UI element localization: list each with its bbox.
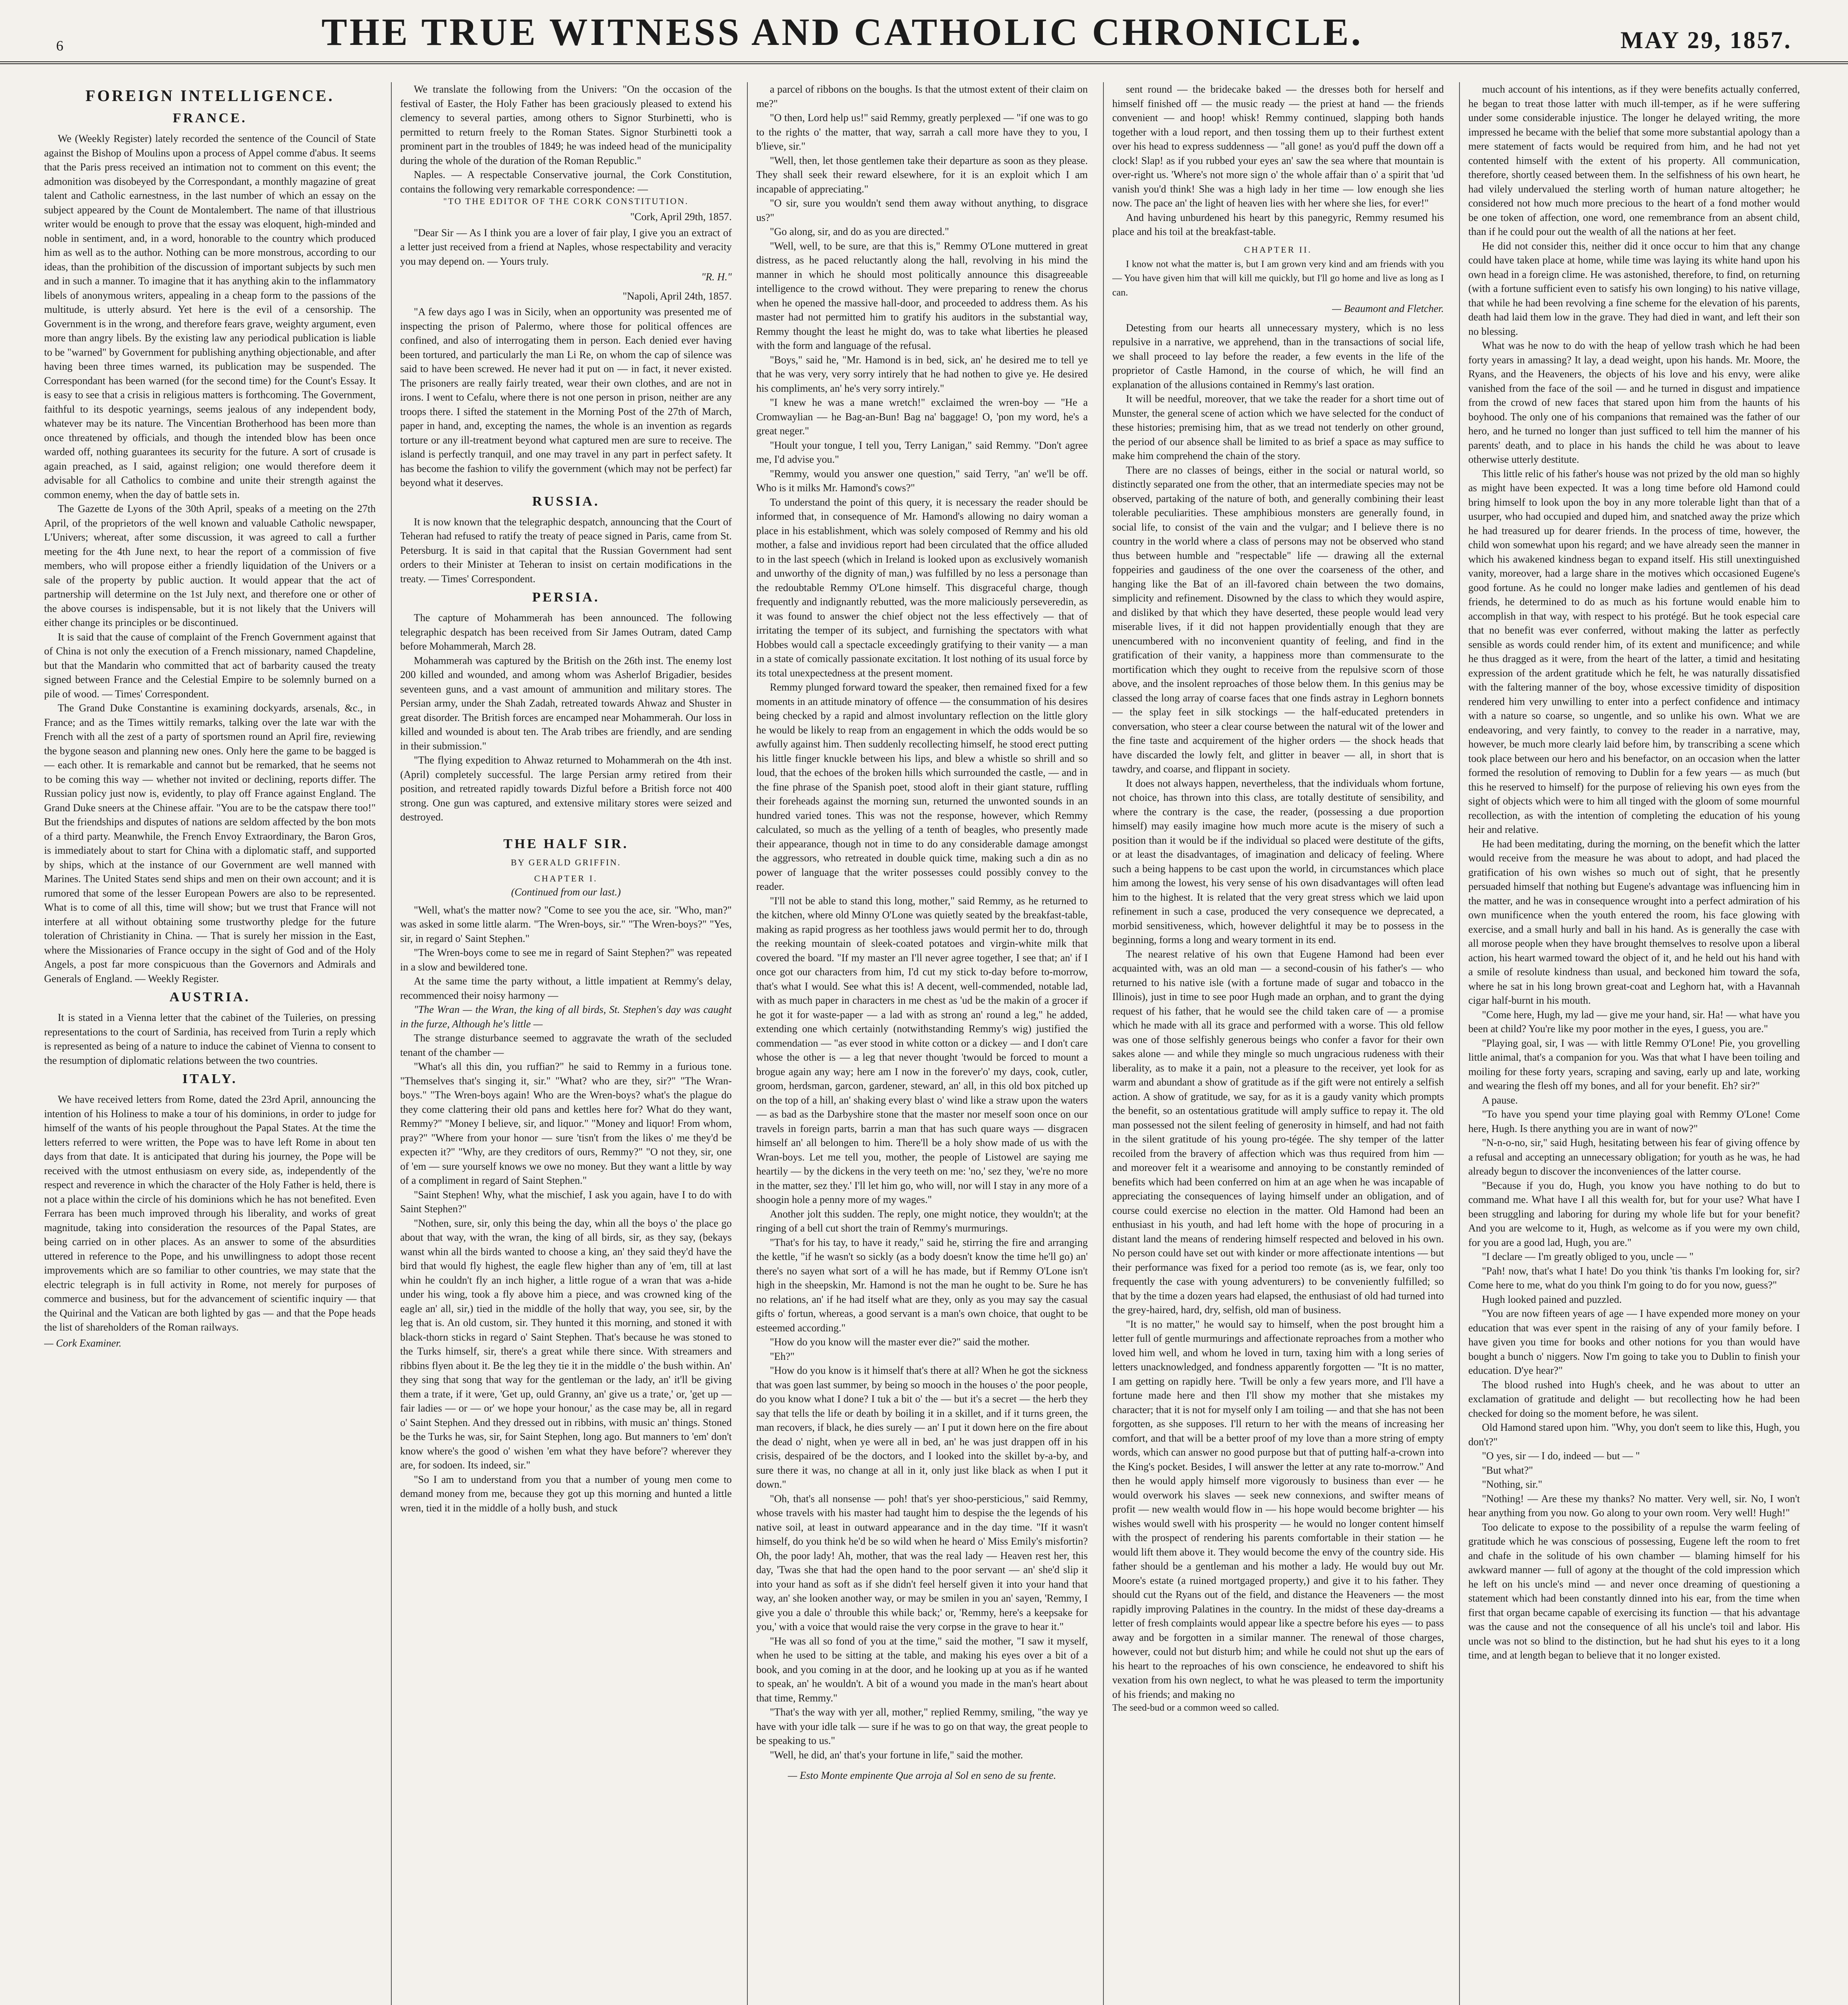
subheading-italy: ITALY. <box>182 1071 238 1086</box>
story-paragraph: Detesting from our hearts all unnecessary mystery, which is no less repulsive in a narrative, we apprehend, than in the transactions of social life, we shall proceed to lay before the reader, a few events in the life of the proprietor of Castle Hamond, in the course of which, he will find an explanation of the allusions contained in Remmy's last oration. <box>1112 322 1444 391</box>
story-paragraph: a parcel of ribbons on the boughs. Is that the utmost extent of their claim on me?" <box>756 83 1088 109</box>
column-5 <box>1468 82 1800 2005</box>
story-paragraph: "But what?" <box>1482 1464 1533 1476</box>
story-paragraph: "That's for his tay, to have it ready," said he, stirring the fire and arranging the kettle, "if he wasn't so sickly (as a body doesn't know the time he'll go) an' there's no sayen what sort of a will he has made, but if Remmy O'Lone isn't high in the sheepskin, Mr. Hamond is not the man he ought to be. Sure he has no relations, an' if he had itself what are they, only as you may say the casual gifts o' fortun, whereas, a good servant is a man's own choice, that ought to be esteemed according." <box>756 1236 1088 1334</box>
footnote: The seed-bud or a common weed so called. <box>1112 1703 1279 1713</box>
story-paragraph: "Hoult your tongue, I tell you, Terry Lanigan," said Remmy. "Don't agree me, I'd advise you." <box>756 439 1088 465</box>
column-rule <box>1459 82 1460 2005</box>
story-paragraph: sent round — the bridecake baked — the dresses both for herself and himself finished off — the music ready — the priest at hand — the friends convenient — and hoop! whisk! Remmy continued, slapping both hands together with a loud report, and then tossing them up to their furthest extent over his head to express suddenness — "all gone! as you'd puff the down off a clock! Slap! as if you rubbed your eyes an' saw the sea where that mountain is over-right us. 'Where's not more sign o' the whole affair than o' a spirit that 'ud vanish you'd think! She was a high lady in her time — low enough she lies now. The pace an' the light of heaven lies with her where she lies, for ever!" <box>1112 83 1444 209</box>
story-paragraph: "The Wren-boys come to see me in regard of Saint Stephen?" was repeated in a slow and bewildered tone. <box>400 947 732 973</box>
story-paragraph: Old Hamond stared upon him. "Why, you don't seem to like this, Hugh, you don't?" <box>1468 1422 1800 1448</box>
story-paragraph: Hugh looked pained and puzzled. <box>1482 1293 1622 1305</box>
story-paragraph: "What's all this din, you ruffian?" he said to Remmy in a furious tone. "Themselves that's singing it, sir." "What? who are they, sir?" "The Wran-boys." "The Wren-boys again! Who are the Wren-boys? what's the plague do they come clattering their old pans and kettles here for? What do they want, Remmy?" "Money I believe, sir, and liquor." "Money and liquor! From whom, pray?" "Where from your honor — sure 'tisn't from the likes o' me they'd be expecten it?" "Why, are they creditors of ours, Remmy?" "O not they, sir, one of 'em — sure yourself knows we owe no money. But they want a little by way of a compliment in regard of Saint Stephen." <box>400 1061 732 1186</box>
story-paragraph: "Pah! now, that's what I hate! Do you think 'tis thanks I'm looking for, sir? Come here to me, what do you think I'm going to do for you now, guess?" <box>1468 1265 1800 1291</box>
story-paragraph: "Well, what's the matter now? "Come to see you the ace, sir. "Who, man?" was asked in some little alarm. "The Wren-boys, sir." "The Wren-boys?" "Yes, sir, in regard o' Saint Stephen." <box>400 904 732 944</box>
article-paragraph: The capture of Mohammerah has been announced. The following telegraphic despatch has been received from Sir James Outram, dated Camp before Mohammerah, March 28. <box>400 612 732 652</box>
story-paragraph: "Come here, Hugh, my lad — give me your hand, sir. Ha! — what have you been at child? You're like my poor mother in the eyes, I guess, you are." <box>1468 1009 1800 1035</box>
article-columns <box>44 82 1800 2005</box>
story-paragraph: "To have you spend your time playing goal with Remmy O'Lone! Come here, Hugh. Is there anything you are in want of now?" <box>1468 1108 1800 1134</box>
story-paragraph: "Well, well, to be sure, are that this is," Remmy O'Lone muttered in great distress, as he paced reluctantly along the hall, revolving in his mind the manner in which he should most politically announce this disagreeable intelligence to the crowd without. They were preparing to renew the chorus when he opened the massive hall-door, and proceeded to address them. As his master had not permitted him to gratify his auditors in the substantial way, Remmy thought the least he might do, was to take what liberties he pleased with the form and language of the refusal. <box>756 240 1088 351</box>
story-paragraph: "How do you know is it himself that's there at all? When he got the sickness that was goen last summer, by being so mooch in the houses o' the poor people, do you know what I done? I tuk a bit o' the — but it's a secret — the herb they say that tells the life or death by boiling it in a skillet, and if it turns green, the man recovers, if black, he dies surely — an' I put it down here on the fire about the dead o' night, when ye were all in bed, an' he was just drappen off in his crisis, despaired of be the doctors, and I looked into the skillet by-a-by, and sure there it was, no change at all in it, only just like black as when I put it down." <box>756 1365 1088 1490</box>
story-paragraph: "O then, Lord help us!" said Remmy, greatly perplexed — "if one was to go to the rights o' the matter, that way, sarrah a call more have they to you, I b'lieve, sir." <box>756 112 1088 152</box>
article-paragraph: The Gazette de Lyons of the 30th April, speaks of a meeting on the 27th April, of the proprietors of the well known and valuable Catholic newspaper, L'Univers; whereat, after some discussion, it was agreed to call a further meeting for the 4th June next, to hear the report of a commission of five members, who will propose either a friendly liquidation of the Univers or a sale of the property by public auction. It would appear that the act of partnership will determine on the 1st July next, and therefore one or other of the above courses is indispensable, but it is not likely that the Univers will either change its principles or be discontinued. <box>44 503 376 628</box>
story-paragraph: Another jolt this sudden. The reply, one might notice, they wouldn't; at the ringing of a bell cut short the train of Remmy's murmurings. <box>756 1208 1088 1234</box>
article-paragraph: We translate the following from the Univers: "On the occasion of the festival of Easter, the Holy Father has been graciously pleased to extend his clemency to several parties, among others to Signor Sturbinetti, who is permitted to return freely to the Roman States. Signor Sturbinetti took a prominent part in the troubles of 1849; he was indeed head of the municipality during the whole of the duration of the Roman Republic." <box>400 83 732 166</box>
column-3 <box>756 82 1088 2005</box>
article-paragraph: It is now known that the telegraphic despatch, announcing that the Court of Teheran had refused to ratify the treaty of peace signed in Paris, came from St. Petersburg. It is said in that capital that the Russian Government had sent orders to their Minister at Teheran to insist on certain modifications in the treaty. — Times' Correspondent. <box>400 516 732 585</box>
story-paragraph: "You are now fifteen years of age — I have expended more money on your education that was ever spent in the raising of any of your family before. I have given you time for books and other notions for you than would have bought a bunch o' niggers. Now I'm going to take you to Dublin to finish your education. D'ye hear?" <box>1468 1308 1800 1376</box>
story-paragraph: "O sir, sure you wouldn't send them away without anything, to disgrace us?" <box>756 197 1088 223</box>
continuation-note: (Continued from our last.) <box>511 886 621 898</box>
source-credit: — Cork Examiner. <box>44 1337 121 1349</box>
section-heading-foreign: FOREIGN INTELLIGENCE. <box>85 87 334 105</box>
story-paragraph: "It is no matter," he would say to himself, when the post brought him a letter full of gentle murmurings and affectionate reproaches from a mother who loved him well, and whom he loved in turn, taxing him with a long series of letters unacknowledged, and fondness apparently forgotten — "It is no matter, I am getting on rapidly here. 'Twill be only a few years more, and I'll have a fortune made here and then I'll show my mother that she mistakes my character; that it is not for myself only I am toiling — and that she has not been forgotten, as she supposes. I'll return to her with the means of increasing her comfort, and that will be a better proof of my love than a more string of empty words, which can answer no good purpose but that of putting half-a-crown into the King's pocket. Besides, I will answer the letter at any rate to-morrow." And then he would apply himself more vigorously to business than ever — he would overwork his slaves — seek new connexions, and swifter means of profit — new wealth would flow in — his hope would become brighter — his wishes would swell with his prosperity — he would no longer content himself with the prospect of rendering his parents comfortable in their station — he would lift them above it. They would become the envy of the country side. His father should be a gentleman and his mother a lady. He would buy out Mr. Moore's estate (a ruined mortgaged property,) and give it to his father. They should cut the Ryans out of the field, and distance the Heaveners — the most rapidly improving Palatines in the country. In the midst of these day-dreams a letter of fresh complaints would appear like a spectre before his eyes — to pass away and be forgotten in a similar manner. The renewal of those charges, however, could not but disturb him; and while he could not shut up the ears of his heart to the reproaches of his own conscience, he endeavored to shift his vexation from his own neglect, to what he was pleased to term the importunity of his friends; and making no <box>1112 1318 1444 1700</box>
story-paragraph: He did not consider this, neither did it once occur to him that any change could have taken place at home, while time was laying its white hand upon his own head in a foreign clime. He was astonished, therefore, to find, on returning (with a fortune sufficient even to satisfy his own longing) to his native village, that while he had been revolving a fine scheme for the elevation of his parents, death had laid them low in the grave. They had died in want, and left their son no blessing. <box>1468 240 1800 337</box>
story-paragraph: The strange disturbance seemed to aggravate the wrath of the secluded tenant of the chamber — <box>400 1032 732 1058</box>
chapter-heading: CHAPTER II. <box>1244 244 1312 255</box>
article-paragraph: Naples. — A respectable Conservative journal, the Cork Constitution, contains the following very remarkable correspondence: — <box>400 169 732 195</box>
story-paragraph: There are no classes of beings, either in the social or natural world, so distinctly separated one from the other, that an intermediate species may not be observed, partaking of the nature of both, and generally combining their least tolerable peculiarities. These amphibious monsters are generally found, in social life, to consist of the vain and the vulgar; and I believe there is no country in the world where a class of persons may not be observed who stand thus between humble and "respectable" life — drawing all the external foppeiries and gaudiness of the one over the coarseness of the other, and hanging like the Bat of an ill-favored chain between the two domains, simplicity and refinement. Disowned by the class to which they would aspire, and disliked by that which they have deserted, these people would lead very miserable lives, if it did not happen providentially enough that they are unencumbered with no inconvenient quantity of feeling, and find in the gratification of their vanity, a happiness more than commensurate to the mortification which they ought to receive from the repulsive scorn of those above, and the insolent reproaches of those below them. In this genius may be classed the long array of coarse faces that one finds astray in Leghorn bonnets — the splay feet in silk stockings — the half-educated pretenders in conversation, who steer a clear course between the natural wit of the lower and the fine taste and acquirement of the higher orders — the shock heads that have discarded the lowly felt, and glitter in beaver — all, in short that is tawdry, and coarse, and flippant in society. <box>1112 464 1444 775</box>
column-4 <box>1112 82 1444 2005</box>
story-paragraph: Remmy plunged forward toward the speaker, then remained fixed for a few moments in an attitude minatory of offence — the consummation of his desires being checked by a rapid and almost involuntary reflection on the little glory he would be likely to reap from an engagement in which the odds would be so awfully against him. Then suddenly recollecting himself, he stood erect putting his little finger knuckle between his lips, and blew a whistle so shrill and so loud, that the echoes of the broken hills which surrounded the castle, — and in the fine phrase of the Spanish poet, stood aloft in their giant stature, ruffling their foreheads against the morning sun, returned the unwonted sounds in an hundred varied tones. This was not the response, however, which Remmy calculated, so much as the yelling of a tenth of beagles, who presently made their appearance, though not in time to do any considerable damage amongst the aggressors, who retreated in double quick time, making such a din as no power of language that the writer possesses could possibly convey to the reader. <box>756 681 1088 892</box>
story-paragraph: "So I am to understand from you that a number of young men come to demand money from me, because they got up this morning and hunted a little wren, tied it in the middle of a holly bush, and stuck <box>400 1473 732 1514</box>
story-title: THE HALF SIR. <box>503 836 629 851</box>
story-paragraph: "He was all so fond of you at the time," said the mother, "I saw it myself, when he used to be sitting at the table, and making his eyes over a bit of a book, and you coming in at the door, and he looking up at you as if he wanted to speak, an' he wouldn't. A bit of a wound you made in the man's heart about that time, Remmy." <box>756 1635 1088 1704</box>
story-paragraph: This little relic of his father's house was not prized by the old man so highly as might have been expected. It was a long time before old Hamond could bring himself to look upon the boy in any more tolerable light than that of a usurper, who had occupied and duped him, and snatched away the prize which he had treasured up for dearer friends. In the process of time, however, the child won somewhat upon his regard; and we have already seen the manner in which his awakened kindness began to expand itself. His still unextinguished vanity, moreover, had a large share in the motives which occasioned Eugene's good fortune. As he could no longer make ladies and gentlemen of his dead friends, he determined to do as much as his fortune would enable him to accomplish in that way, with respect to his protégé. But he took especial care that no benefit was ever conferred, without making the latter as perfectly sensible as words could render him, of its extent and munificence; and while he thus dragged as it were, from the heart of the latter, a timid and hesitating expression of the ardent gratitude which he felt, he was naturally dissatisfied with the faltering manner of the boy, whose excessive timidity of disposition rendered him very unwilling to enter into a perfect confidence and intimacy with a nature so coarse, so ungentle, and so unlike his own. What we are endeavoring, and very faintly, to convey to the reader in a narrative, may, however, be much more clearly laid before him, by transcribing a scene which took place between our hero and his benefactor, on an occasion when the latter formed the resolution of removing to Dublin for a few years — as much (but this he reserved to himself) for the purpose of relieving his own eyes from the sight of objects which were to him all tinged with the gloom of some mournful recollection, as with the intention of completing the education of his young heir and relative. <box>1468 468 1800 835</box>
masthead <box>0 0 1848 64</box>
story-paragraph: "I'll not be able to stand this long, mother," said Remmy, as he returned to the kitchen, where old Minny O'Lone was quietly seated by the breakfast-table, making as rapid progress as her toothless jaws would permit her to do, through the reeking mountain of sleek-coated potatoes and virgin-white milk that covered the board. "If my master an I'll never agree together, I see that; an' if I once got our characters from him, I'd cut my stick to-day before to-morrow, that's what I would. See what this is! A decent, well-commended, notable lad, with as much paper in characters in me chest as 'ud be the makin of a grocer if he got it for waste-paper — a lad with as strong an' round a leg," he added, extending one which certainly (notwithstanding Remmy's wig) justified the commendation — "as ever stood in white cotton or a dickey — and I don't care whose the other is — a leg that never thought 'twould be forced to mount a brogue again any way; here am I now in the forever'o' my days, cook, cutler, groom, herdsman, garcon, gardener, steward, an' all, in this old box pitched up on the top of a hill, an' shaking every blast o' wind like a straw upon the waters — as bad as the Darbyshire stone that the master nor meself soon once on our travels in foreign parts, barrin a man that has such quare ways — disgracen himself an' all belongen to him. There'll be a holy show made of us with the Wran-boys. Let me tell you, mother, the people of Listowel are saying me heartily — by the dickens in the very teeth on me: 'no,' sez they, 'we're no more in the matter, sez they.' I'll let him go, who will, nor will I stay in any more of a shoogin hole a penny more of my wages." <box>756 895 1088 1205</box>
subheading-austria: AUSTRIA. <box>169 990 251 1005</box>
article-paragraph: "The flying expedition to Ahwaz returned to Mohammerah on the 4th inst. (April) completely successful. The large Persian army retired from their position, and retreated rapidly towards Dizful before a British force not 400 strong. One gun was captured, and extensive military stores were seized and destroyed. <box>400 754 732 823</box>
story-paragraph: What was he now to do with the heap of yellow trash which he had been forty years in amassing? It lay, a dead weight, upon his hands. Mr. Moore, the Ryans, and the Heaveners, the objects of his love and his envy, were alike vanished from the face of the soil — and he turned in disgust and impatience from the crowd of new faces that stared upon him from the haunts of his boyhood. The only one of his companions that remained was the father of our hero, and he turned no longer than just sufficed to tell him the manner of his parents' death, and to place in his hands the child he was about to leave otherwise utterly destitute. <box>1468 340 1800 465</box>
story-paragraph: And having unburdened his heart by this panegyric, Remmy resumed his place and his toil at the breakfast-table. <box>1112 211 1444 237</box>
verse: "The Wran — the Wran, the king of all birds, St. Stephen's day was caught in the furze, Although he's little — <box>400 1004 732 1030</box>
story-paragraph: "Nothing, sir." <box>1482 1478 1542 1490</box>
article-paragraph: It is said that the cause of complaint of the French Government against that of China is not only the execution of a French missionary, named Chapdeline, but that the Mandarin who committed that act of barbarity caused the treaty signed between France and the Celestial Empire to be solemnly burned on a pile of wood. — Times' Correspondent. <box>44 631 376 700</box>
newspaper-title: THE TRUE WITNESS AND CATHOLIC CHRONICLE. <box>321 10 1363 53</box>
article-paragraph: The Grand Duke Constantine is examining dockyards, arsenals, &c., in France; and as the Times wittily remarks, talking over the late war with the French with all the zest of a party of sportsmen round an April fire, reviewing the bygone season and planning new ones. Only here the game to be bagged is — each other. It is remarkable and cannot but be remarked, that he seems not to be coming this way — whether not invited or declining, reports differ. The Russian policy just now is, evidently, to play off France against England. The Grand Duke sneers at the Chinese affair. "You are to be the catspaw there too!" But the friendships and disputes of nations are seldom affected by the bon mots of a third party. Meanwhile, the French Envoy Extraordinary, the Baron Gros, is immediately about to start for China with a diplomatic staff, and supported by ships, which at the instance of our Government are well manned with Marines. The United States send ships and men on their own account; and it is rumored that some of the lesser European Powers are also to be represented. What is to come of all this, time will show; but we trust that France will not interfere at all without obtaining some trustworthy pledge for the future toleration of Christianity in China. — That is surely her mission in the East, where the Missionaries of France occupy in the sight of God and of the Holy Angels, a post far more conspicuous than the Governors and Admirals and Generals of England. — Weekly Register. <box>44 702 376 984</box>
story-paragraph: At the same time the party without, a little impatient at Remmy's delay, recommenced their noisy harmony — <box>400 975 732 1001</box>
story-paragraph: A pause. <box>1482 1094 1518 1106</box>
story-paragraph: "Because if you do, Hugh, you know you have nothing to do but to command me. What have I all this wealth for, but for your use? What have I been struggling and laboring for during my whole life but for your benefit? And you are welcome to it, Hugh, as welcome as if you were my own child, for you are a good lad, Hugh, you are." <box>1468 1179 1800 1248</box>
story-paragraph: The blood rushed into Hugh's cheek, and he was about to utter an exclamation of gratitude and delight — but recollecting how he had been checked for doing so the moment before, he was silent. <box>1468 1379 1800 1419</box>
story-paragraph: "Boys," said he, "Mr. Hamond is in bed, sick, an' he desired me to tell ye that he was very, very sorry intirely that he had nothen to give ye. He desired his compliments, an' he's very sorry intirely." <box>756 354 1088 394</box>
article-paragraph: We have received letters from Rome, dated the 23rd April, announcing the intention of his Holiness to make a tour of his dominions, in order to judge for himself of the wants of his people throughout the Papal States. At the time the letters referred to were written, the Pope was to have left Rome in about ten days from that date. It is anticipated that during his journey, the Pope will be received with the utmost enthusiasm on every side, as, independently of the respect and reverence in which the character of the Holy Father is held, there is not a place within the circle of his dominions which he has not benefited. Even Ferrara has been much improved through his liberality, and works of great magnitude, taking into consideration the resources of the Papal States, are being carried on in other places. As an answer to some of the absurdities uttered in reference to the Pope, and his unwillingness to adopt those recent improvements which are so familiar to other countries, we may state that the electric telegraph is in full activity in Rome, not merely for purposes of commerce and business, but for the advancement of scientific inquiry — that the Quirinal and the Vatican are both lighted by gas — and that the Pope heads the list of shareholders of the Roman railways. <box>44 1094 376 1333</box>
article-paragraph: "A few days ago I was in Sicily, when an opportunity was presented me of inspecting the prison of Palermo, where those for political offences are confined, and also of interrogating them in person. Each denied ever having been tortured, and particularly the man Li Re, on whom the cap of silence was said to have been screwed. He never had it put on — in fact, it never existed. The prisoners are really fairly treated, wear their own clothes, and are not in irons. I went to Cefalu, where there is not one person in prison, neither are any troops there. I sifted the statement in the Morning Post of the 27th of March, paper in hand, and, excepting the names, the whole is an invention as regards torture or any ill-treatment beyond what captured men are sure to receive. The island is perfectly tranquil, and one may travel in any part in perfect safety. It has become the fashion to vilify the government (which may not be perfect) far beyond what it deserves. <box>400 306 732 488</box>
letter-signature: "R. H." <box>701 271 732 283</box>
story-paragraph: It does not always happen, nevertheless, that the individuals whom fortune, not choice, has thrown into this class, are totally destitute of sensibility, and where the contrary is the case, the reader, (possessing a due proportion himself) may easily imagine how much more acute is the misery of such a position than it would be if the individual so placed were destitute of the gifts, or at least the disadvantages, of imagination and delicacy of feeling. Where such a being happens to be cast upon the world, in circumstances which place him among the lowest, his very sense of his own disadvantages will often lead him to the highest. It is related that the very great stress which we laid upon refinement in such a case, produced the very consequence we deprecated, a morbid sensitiveness, which, however delightful it may be to possess in the beginning, forms a long and weary torment in its end. <box>1112 777 1444 946</box>
story-paragraph: Too delicate to expose to the possibility of a repulse the warm feeling of gratitude which he was conscious of possessing, Eugene left the room to fret and chafe in the solitude of his own chamber — blaming himself for his awkward manner — full of agony at the thought of the cold impression which he left on his uncle's mind — and never once dreaming of questioning a statement which had been constantly dinned into his ear, from the time when first that organ became capable of exercising its function — that his advantage was the cause and not the consequence of all his uncle's toil and labor. His uncle was not so blind to the distinction, but he had shut his eyes to it a long time, and at length began to believe that it no longer existed. <box>1468 1521 1800 1661</box>
story-paragraph: "That's the way with yer all, mother," replied Remmy, smiling, "the way ye have with your idle talk — sure if he was to go on that way, the great people to be speaking to us." <box>756 1706 1088 1746</box>
column-rule <box>747 82 748 2005</box>
story-paragraph: much account of his intentions, as if they were benefits actually conferred, he began to treat those latter with much ill-temper, as if he were suffering under some considerable injustice. The longer he delayed writing, the more impressed he became with the belief that some more substantial apology than a mere statement of facts would be required from him, and he had not yet contented himself with the extent of his property. All communication, therefore, shortly ceased between them. In the selfishness of his own heart, he had vilely undervalued the sterling worth of human nature altogether; he considered not how much more precious to the heart of a fond mother would be one token of affection, one word, one remembrance from an absent child, than if he could pour out the wealth of all the nations at her feet. <box>1468 83 1800 237</box>
story-paragraph: "I knew he was a mane wretch!" exclaimed the wren-boy — "He a Cromwaylian — he Bag-an-Bun! Bag na' baggage! O, 'pon my word, he's a great neger." <box>756 397 1088 437</box>
issue-date: MAY 29, 1857. <box>1620 27 1792 53</box>
story-paragraph: "Remmy, would you answer one question," said Terry, "an' we'll be off. Who is it milks Mr. Hamond's cows?" <box>756 468 1088 494</box>
subheading-france: FRANCE. <box>172 111 247 126</box>
page-number: 6 <box>56 38 64 54</box>
spanish-quotation: — Esto Monte empinente Que arroja al Sol en seno de su frente. <box>788 1770 1056 1781</box>
column-2 <box>400 82 732 2005</box>
story-paragraph: "How do you know will the master ever die?" said the mother. <box>770 1336 1030 1348</box>
article-paragraph: Mohammerah was captured by the British on the 26th inst. The enemy lost 200 killed and wounded, and among whom was Asherlof Brigadier, besides seventeen guns, and a vast amount of ammunition and military stores. The Persian army, under the Shah Zadah, retreated towards Ahwaz and Shuster in great disorder. The British forces are encamped near Mohammerah. Our loss in killed and wounded is about ten. The Arab tribes are friendly, and are sending in their submission." <box>400 654 732 752</box>
story-paragraph: "Go along, sir, and do as you are directed." <box>770 226 949 237</box>
story-paragraph: "Saint Stephen! Why, what the mischief, I ask you again, have I to do with Saint Stephen?" <box>400 1189 732 1215</box>
article-paragraph: "Dear Sir — As I think you are a lover of fair play, I give you an extract of a letter just received from a friend at Naples, whose respectability and veracity you may depend on. — Yours truly. <box>400 227 732 267</box>
story-paragraph: "Playing goal, sir, I was — with little Remmy O'Lone! Pie, you grovelling little animal, that's a companion for you. Was that what I have been toiling and moiling for these forty years, scraping and saving, early up and late, working and wearing the flesh off my bones, and all for your benefit. Eh? sir?" <box>1468 1037 1800 1092</box>
story-paragraph: To understand the point of this query, it is necessary the reader should be informed that, in consequence of Mr. Hamond's allowing no dairy woman a place in his establishment, which was solely composed of Remmy and his old mother, a false and invidious report had been circulated that the office alluded to in the last speech (which in Ireland is looked upon as exclusively womanish and unworthy of the dignity of man,) was fulfilled by no less a personage than the redoubtable Remmy O'Lone himself. This disgraceful charge, though frequently and indignantly rebutted, was the more maliciously perseveredin, as it was found to answer the chief object not the less effectively — that of irritating the temper of its subject, and furnishing the spectators with what Hobbes would call a spectacle exceedingly gratifying to their vanity — a man in a state of comically passionate excitation. It lost nothing of its usual force by its total unexpectedness at the present moment. <box>756 496 1088 679</box>
column-rule <box>1103 82 1104 2005</box>
story-paragraph: "Nothen, sure, sir, only this being the day, whin all the boys o' the place go about that way, with the wran, the king of all birds, sir, as they say, (bekays wanst whin all the birds wanted to choose a king, an' they said they'd have the bird that would fly highest, the eagle flew higher than any of 'em, till at last whin he couldn't fly an inch higher, a little rogue of a wran that was a-hide under his wing, took a fly above him a piece, and was crowned king of the eagle an' all, sir,) tied in the middle of the holly that way, you see, sir, by the leg that is. An old custom, sir. They hunted it this morning, and stoned it with black-thorn sticks in regard o' Saint Stephen. That's because he was stoned to the Turks himself, sir, there's a great while there since. With streamers and ribbins flyen about it. Be the leg they tie it in the middle o' the bush within. An' they sing that song that way for the gentleman or the lady, an' it'll be giving them a trate, if it were, 'Get up, ould Granny, an' give us a trate,' or, 'get up — fair ladies — or — or' we hope your honour,' as the case may be, all in regard o' Saint Stephen. And they dressed out in ribbins, with music an' things. Stoned be the Turks he was, sir, for Saint Stephen, long ago. But manners to 'em' don't know where's the good o' wishen 'em what they have before'? wherever they are, for sodoen. Its indeed, sir." <box>400 1217 732 1471</box>
story-paragraph: "Well, then, let those gentlemen take their departure as soon as they please. They shall seek their reward elsewhere, for it is an exploit which I am incapable of appreciating." <box>756 154 1088 195</box>
story-paragraph: "N-n-o-no, sir," said Hugh, hesitating between his fear of giving offence by a refusal and accepting an unnecessary obligation; for youth as he was, he had already begun to discover the inconveniences of the latter course. <box>1468 1137 1800 1177</box>
article-paragraph: It is stated in a Vienna letter that the cabinet of the Tuileries, on pressing representations to the court of Sardinia, has received from Turin a reply which is represented as being of a nature to induce the cabinet of Vienna to consent to the resumption of diplomatic relations between the two countries. <box>44 1012 376 1066</box>
story-paragraph: The nearest relative of his own that Eugene Hamond had been ever acquainted with, was an old man — a second-cousin of his father's — who returned to his native isle (with a fortune made of sugar and tobacco in the Illinois), just in time to see poor Hugh made an orphan, and to grant the dying request of his father, that he would see the child taken care of — a promise which he made with all its grace and performed with a worse. This old fellow was one of those selfishly generous beings who confer a favor for their own sakes alone — and while they mingle so much ungracious rudeness with their liberality, as to make it a pain, not a pleasure to the receiver, yet look for as warm and abundant a show of gratitude as if the gift were not entirely a selfish action. A show of gratitude, we say, for as it is a gaudy vanity which prompts the benefit, so an ostentatious gratitude will amply suffice to repay it. The old man possessed not the silent feeling of generosity in himself, and had not faith in the silent gratitude of his young pro-tégée. The shy temper of the latter recoiled from the bravery of affection which was thus required from him — and moreover felt it a wearisome and annoying to be constantly reminded of benefits which had been conferred on him at an age when he was incapable of appreciating the consequences of laying himself under an obligation, and of course could exercise no election in the matter. Old Hamond had been an enthusiast in his youth, and had left home with the hope of procuring in a distant land the means of rendering himself respected and beloved in his own. No person could have set out with kinder or more affectionate intentions — but their performance was fixed for a period too remote (as is, we fear, only too frequently the case with young adventurers) to be conveniently fulfilled; so that by the time a dozen years had elapsed, the enthusiast of old had turned into the grey-haired, hard, dry, selfish, old man of business. <box>1112 948 1444 1316</box>
story-author: BY GERALD GRIFFIN. <box>510 857 621 867</box>
story-paragraph: "Oh, that's all nonsense — poh! that's yer shoo-persticious," said Remmy, whose travels with his master had taught him to despise the the legends of his native soil, at least in outward appearance and in the day time. "If it wasn't himself, do you think he'd be so wild when he heard o' Miss Emily's misfortin? Oh, the poor lady! Ah, mother, that was the real lady — Heaven rest her, this day, 'Twas she that had the open hand to the poor servant — an' she'd slip it into your hand as soft as if she didn't feel herself given it into your hand that way, an' she looken another way, or may be smilen in you an' sayen, 'Remmy, I give you a dale o' throuble this while back;' or, 'Remmy, here's a keepsake for you,' with a voice that would raise the very corpse in the grave to hear it." <box>756 1493 1088 1632</box>
dateline: "Cork, April 29th, 1857. <box>630 211 732 223</box>
dateline: "Napoli, April 24th, 1857. <box>622 290 732 302</box>
chapter-heading: CHAPTER I. <box>534 873 598 883</box>
column-1 <box>44 82 376 2005</box>
letter-heading: "TO THE EDITOR OF THE CORK CONSTITUTION. <box>443 196 689 206</box>
story-paragraph: "Well, he did, an' that's your fortune in life," said the mother. <box>770 1749 1023 1761</box>
story-paragraph: "Eh?" <box>770 1350 795 1362</box>
motto-attribution: — Beaumont and Fletcher. <box>1332 303 1444 314</box>
subheading-russia: RUSSIA. <box>532 494 600 509</box>
story-paragraph: He had been meditating, during the morning, on the benefit which the latter would receive from the measure he was about to adopt, and had placed the gratification of his own wishes so much out of sight, that he presently persuaded himself that nothing but Eugene's advantage was influencing him in the matter, and he was in consequence wrought into a perfect admiration of his own munificence when the youth entered the room, his face glowing with exercise, and a small hurly and ball in his hand. As is generally the case with all morose people when they have brought themselves to resolve upon a liberal action, his heart warmed toward the object of it, and he held out his hand with a smile of resolute kindness than usual, and beckoned him toward the sofa, where he sat in his long brown great-coat and Leghorn hat, with a Havannah cigar half-burnt in his mouth. <box>1468 838 1800 1006</box>
story-paragraph: "Nothing! — Are these my thanks? No matter. Very well, sir. No, I won't hear anything from you now. Go along to your own room. Very well! Hugh!" <box>1468 1493 1800 1519</box>
story-paragraph: It will be needful, moreover, that we take the reader for a short time out of Munster, the general scene of action which we have selected for the conduct of these histories; premising him, that as we tread not tenderly on other ground, the period of our absence shall be limited to as brief a space as may suffice to make him comprehend the chain of the story. <box>1112 393 1444 462</box>
story-paragraph: "I declare — I'm greatly obliged to you, uncle — " <box>1482 1251 1694 1262</box>
subheading-persia: PERSIA. <box>532 590 600 605</box>
article-paragraph: We (Weekly Register) lately recorded the sentence of the Council of State against the Bishop of Moulins upon a process of Appel comme d'abus. It seems that the Paris press received an intimation not to comment on this event; the admonition was disobeyed by the Correspondant, a monthly magazine of great talent and Catholic earnestness, in the last number of which an essay on the subject appeared by the Count de Montalembert. The name of that illustrious writer would be enough to prove that the essay was eloquent, high-minded and noble in sentiment, and, in a word, honorable to the country which produced him as well as to the author. Nothing can be more monstrous, according to our ideas, than the prohibition of the discussion of important subjects by such men and in such a manner. To imagine that it has anything akin to the inflammatory libels of anonymous writers, appealing in a cheap form to the passions of the multitude, is utterly absurd. Yet here is the evil of a censorship. The Government is in the wrong, and therefore fears grave, weighty argument, even more than angry libels. By the existing law any periodical publication is liable to be "warned" by Government for publishing anything objectionable, and after having been three times warned, its publication may be suspended. The Correspondant has been warned (for the second time) for the Count's Essay. It is easy to see that a crisis in religious matters is forthcoming. The Government, faithful to its despotic yearnings, seems jealous of any independent body, whatever may be its nature. The Vincentian Brotherhood has been more than once threatened by officials, and though the intended blow has been once warded off, nothing guarantees its security for the future. A sort of crusade is again preached, as I said, against religion; one would therefore deem it advisable for all Catholics to combine and unite their strength against the common enemy, when the day of battle sets in. <box>44 133 376 500</box>
column-rule <box>391 82 392 2005</box>
story-paragraph: "O yes, sir — I do, indeed — but — " <box>1482 1450 1640 1462</box>
chapter-motto: I know not what the matter is, but I am grown very kind and am friends with you — You have given him that will kill me quickly, but I'll go home and live as long as I can. <box>1112 259 1444 298</box>
